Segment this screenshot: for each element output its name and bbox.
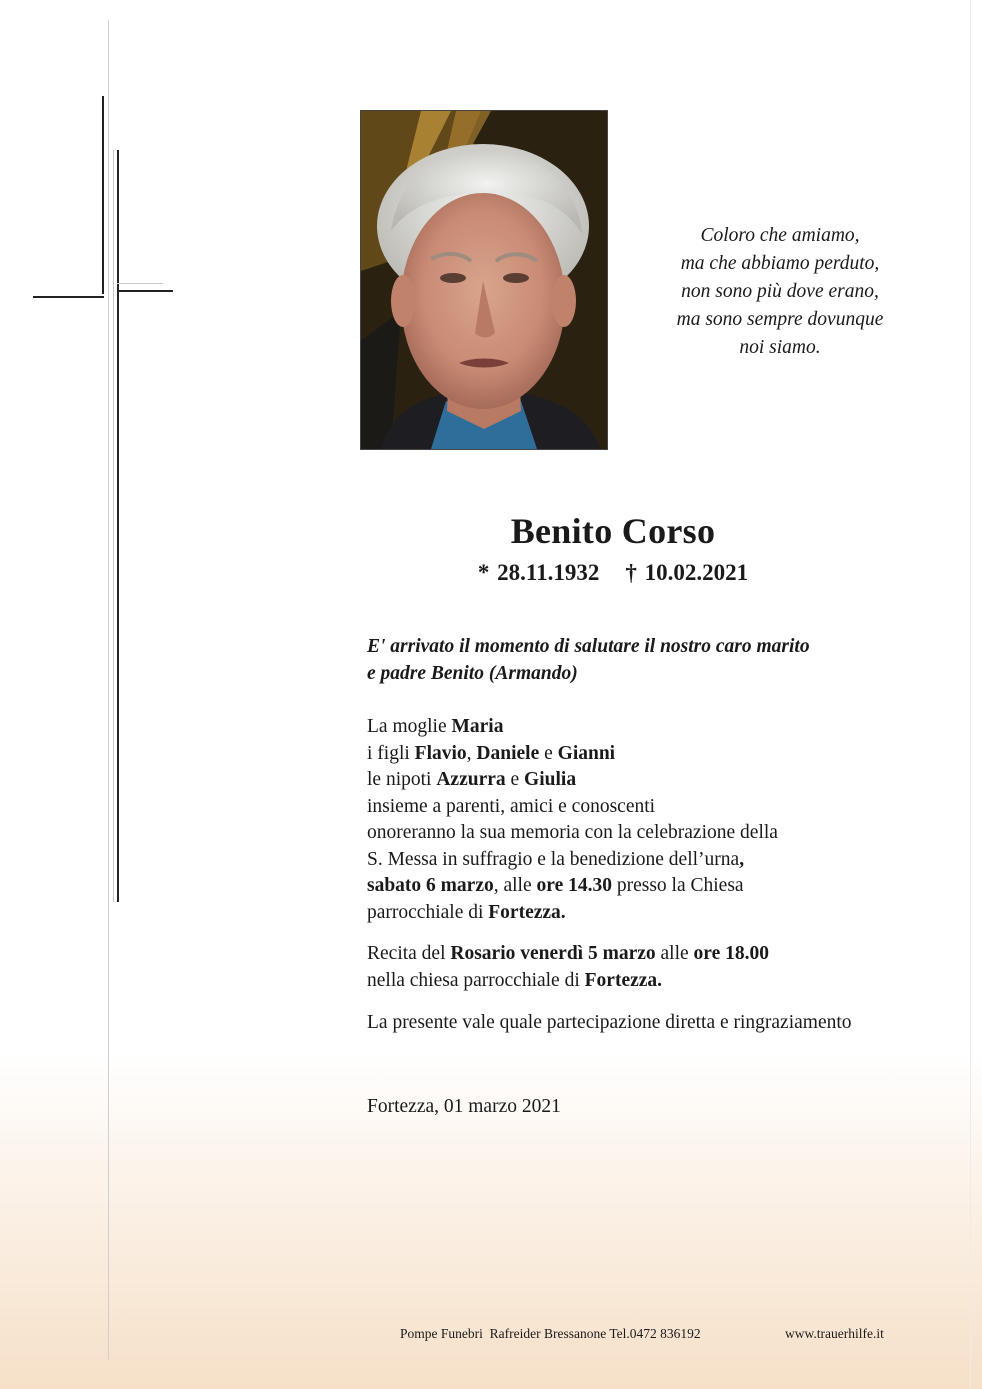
place-and-date [367, 1094, 957, 1121]
rosary-announcement [367, 941, 957, 994]
mass-time: ore 14.30 [536, 875, 612, 896]
grandchildren-prefix: le nipoti [367, 769, 437, 790]
relatives-line: insieme a parenti, amici e conoscenti [367, 795, 656, 817]
quote-line: non sono più dove erano, [681, 281, 879, 302]
quote-line: Coloro che amiamo, [700, 225, 860, 246]
child-name: Gianni [557, 742, 616, 764]
cross-horizontal-shadow [117, 283, 163, 284]
mass-mid: , alle [493, 875, 537, 896]
quote-line: ma sono sempre dovunque [676, 309, 884, 330]
wife-line [367, 714, 957, 741]
mass-place-line [367, 900, 957, 927]
separator: , [466, 742, 477, 764]
wife-name: Maria [451, 716, 504, 737]
place-date-text: Fortezza, 01 marzo 2021 [367, 1096, 561, 1117]
mass-place-prefix: parrocchiale di [367, 901, 489, 923]
separator: e [505, 769, 525, 790]
funeral-agency: Pompe Funebri Rafreider Bressanone Tel.0472 836192 [400, 1326, 701, 1341]
rosary-time: ore 18.00 [693, 943, 770, 964]
rosary-place: Fortezza. [584, 969, 663, 991]
cross-vertical-upper [102, 96, 104, 294]
intro-line: E' arrivato il momento di salutare il nostro caro marito [367, 636, 810, 657]
cross-vertical-lower [117, 150, 119, 902]
rosary-event: Rosario venerdì 5 marzo [450, 943, 656, 964]
website-link[interactable]: www.trauerhilfe.it [785, 1326, 884, 1341]
child-name: Flavio [414, 742, 467, 764]
grandchildren-line [367, 767, 957, 794]
rosary-place-line [367, 968, 957, 995]
wife-prefix: La moglie [367, 716, 452, 737]
mass-comma: , [739, 848, 745, 870]
rosary-mid: alle [655, 943, 694, 964]
page-edge-line [970, 0, 971, 1389]
children-line [367, 741, 957, 768]
family-announcement [367, 714, 957, 926]
grandchild-name: Azzurra [436, 769, 506, 790]
separator: e [539, 742, 558, 764]
mass-text: S. Messa in suffragio e la benedizione dell’urna [367, 848, 740, 870]
quote-line: ma che abbiamo perduto, [680, 253, 880, 274]
final-note [367, 1010, 957, 1037]
grandchild-name: Giulia [524, 769, 577, 790]
mass-end: presso la Chiesa [611, 875, 744, 896]
rosary-prefix: Recita del [367, 943, 451, 964]
cross-horizontal-right [117, 290, 173, 292]
death-date: † 10.02.2021 [625, 560, 749, 585]
deceased-name: Benito Corso [510, 511, 716, 551]
mass-place: Fortezza. [488, 901, 566, 923]
birth-date: * 28.11.1932 [477, 560, 600, 585]
margin-line [108, 20, 109, 1360]
final-note-text: La presente vale quale partecipazione diretta e ringraziamento [367, 1012, 852, 1033]
cross-vertical-shadow [113, 150, 114, 902]
child-name: Daniele [476, 742, 540, 764]
mass-time-line [367, 873, 957, 900]
quote-line: noi siamo. [739, 337, 821, 358]
intro-line: e padre Benito (Armando) [367, 662, 578, 684]
rosary-place-prefix: nella chiesa parrocchiale di [367, 969, 585, 991]
mass-line [367, 847, 957, 874]
memorial-quote [610, 222, 950, 362]
rosary-line [367, 941, 957, 968]
portrait-photo [360, 110, 608, 450]
children-prefix: i figli [367, 742, 415, 764]
cross-horizontal-left [33, 296, 104, 298]
life-dates [360, 560, 866, 586]
memory-line: onoreranno la sua memoria con la celebrazione della [367, 822, 778, 843]
mass-day: sabato 6 marzo [367, 875, 494, 896]
intro-text [367, 634, 957, 687]
